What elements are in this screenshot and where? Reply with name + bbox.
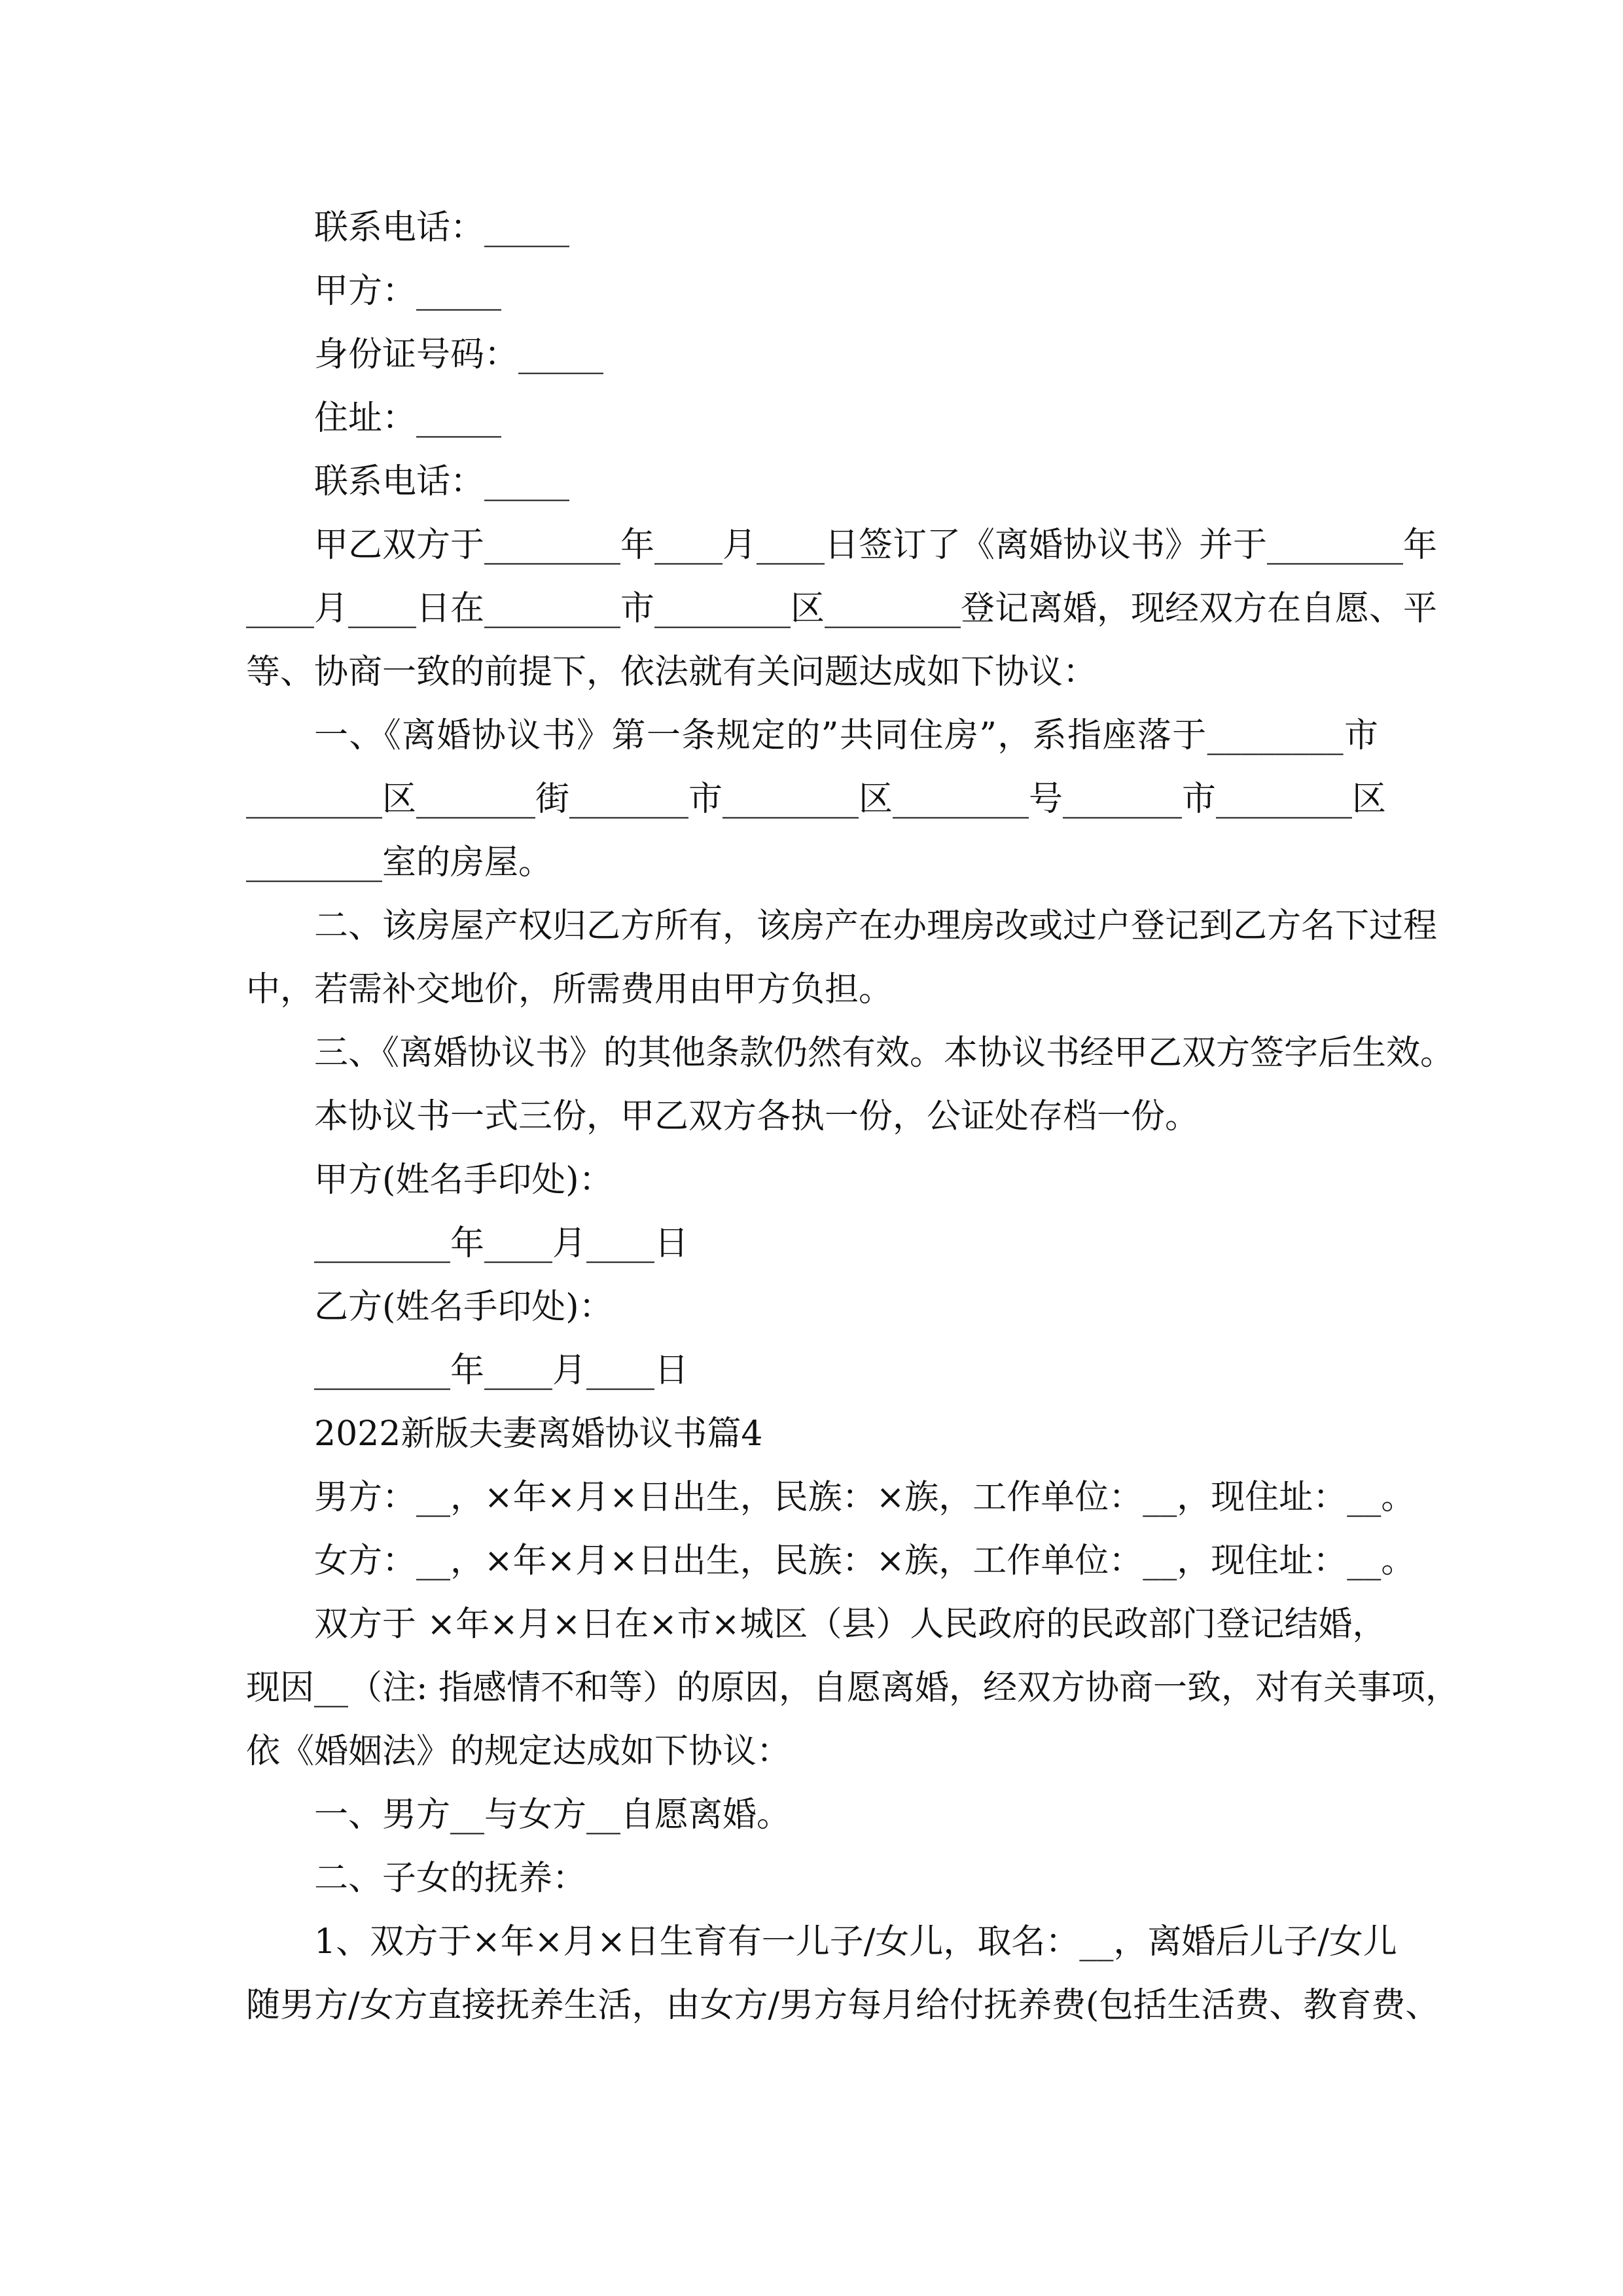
clause-line: 本协议书一式三份，甲乙双方各执一份，公证处存档一份。 xyxy=(314,1097,1200,1136)
date-line-b: ________年____月____日 xyxy=(314,1351,689,1390)
signature-label-b: 乙方(姓名手印处)： xyxy=(314,1287,613,1327)
male-party-line: 男方：__，×年×月×日出生，民族：×族，工作单位：__，现住址：__。 xyxy=(314,1478,1416,1517)
clause-line: 1、双方于×年×月×日生育有一儿子/女儿，取名：__，离婚后儿子/女儿 xyxy=(314,1922,1397,1962)
clause-line: 随男方/女方直接抚养生活，由女方/男方每月给付抚养费(包括生活费、教育费、 xyxy=(246,1986,1440,2025)
clause-line: 一、男方__与女方__自愿离婚。 xyxy=(314,1795,791,1835)
section-title: 2022新版夫妻离婚协议书篇4 xyxy=(314,1414,763,1454)
clause-line: 三、《离婚协议书》的其他条款仍然有效。本协议书经甲乙双方签字后生效。 xyxy=(314,1033,1455,1073)
paragraph-line: 现因__（注: 指感情不和等）的原因，自愿离婚，经双方协商一致，对有关事项， xyxy=(246,1668,1460,1708)
document-body xyxy=(246,196,1460,2037)
paragraph-line: 依《婚姻法》的规定达成如下协议： xyxy=(246,1732,791,1771)
clause-line: 二、子女的抚养： xyxy=(314,1859,587,1898)
signature-label-a: 甲方(姓名手印处)： xyxy=(314,1160,613,1200)
clause-line: ________室的房屋。 xyxy=(246,843,553,882)
clause-line: 一、《离婚协议书》第一条规定的”共同住房”，系指座落于________市 xyxy=(314,716,1378,755)
paragraph-line: ____月____日在________市________区________登记离婚，现经双方在自愿、平 xyxy=(246,589,1438,628)
party-a-line: 甲方：_____ xyxy=(314,272,502,311)
paragraph-line: 双方于 ×年×月×日在×市×城区（县）人民政府的民政部门登记结婚， xyxy=(314,1605,1387,1644)
paragraph-line: 等、协商一致的前提下，依法就有关问题达成如下协议： xyxy=(246,653,1097,692)
female-party-line: 女方：__，×年×月×日出生，民族：×族，工作单位：__，现住址：__。 xyxy=(314,1541,1416,1581)
clause-line: 二、该房屋产权归乙方所有，该房产在办理房改或过户登记到乙方名下过程 xyxy=(314,906,1438,946)
contact-phone-line: 联系电话：_____ xyxy=(314,208,570,247)
date-line-a: ________年____月____日 xyxy=(314,1224,689,1263)
paragraph-line: 甲乙双方于________年____月____日签订了《离婚协议书》并于________年 xyxy=(314,526,1438,565)
clause-line: 中，若需补交地价，所需费用由甲方负担。 xyxy=(246,970,893,1009)
address-line: 住址：_____ xyxy=(314,399,502,438)
contact-phone-line-2: 联系电话：_____ xyxy=(314,462,570,501)
clause-line: ________区_______街_______市________区________号_______市________区 xyxy=(246,780,1386,819)
id-number-line: 身份证号码：_____ xyxy=(314,335,604,374)
